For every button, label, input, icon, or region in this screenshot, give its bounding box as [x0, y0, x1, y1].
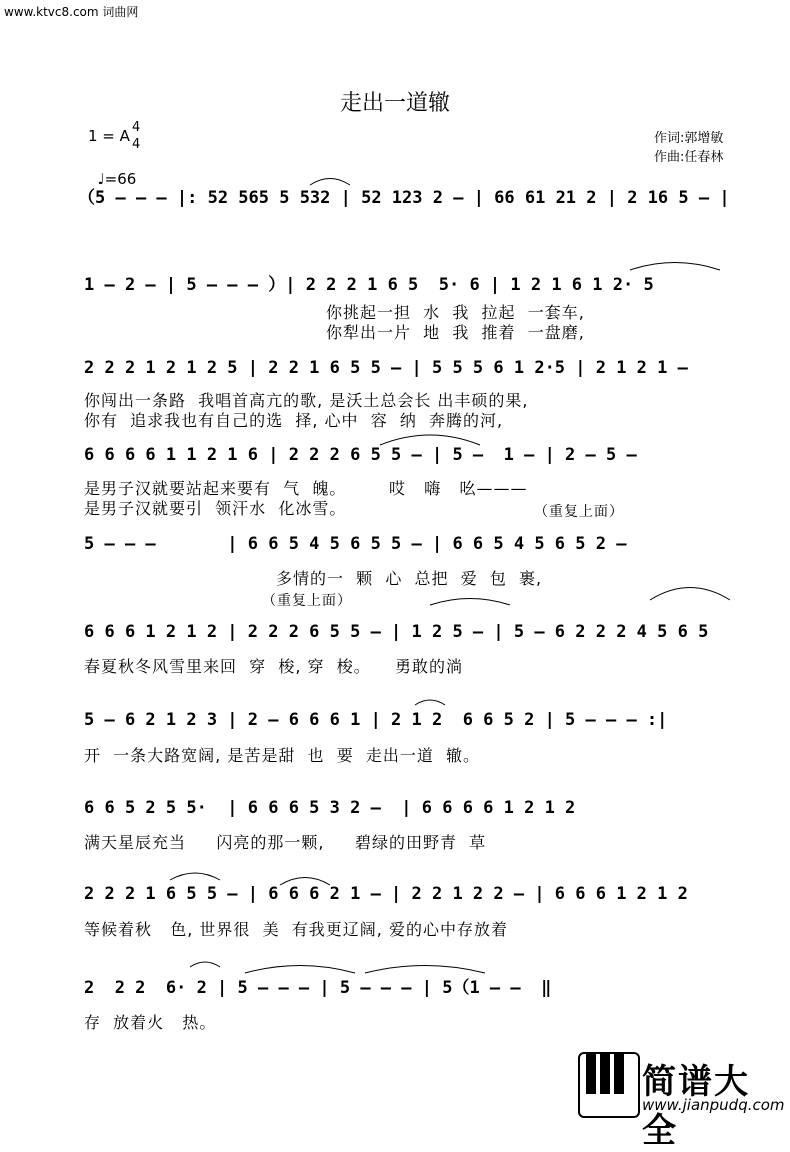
key-signature: 1 = A: [88, 127, 130, 145]
lyrics-line: 是男子汉就要引 领汗水 化冰雪。: [84, 499, 347, 518]
lyrics-line: 春夏秋冬风雪里来回 穿 梭, 穿 梭。 勇敢的淌: [84, 657, 464, 676]
lyrics-line: 存 放着火 热。: [84, 1013, 217, 1032]
logo-url: www.jianpudq.com: [642, 1096, 785, 1114]
time-signature-bottom: 4: [132, 137, 141, 152]
quarter-note-icon: ♩: [97, 170, 105, 188]
lyrics-line: 多情的一 颗 心 总把 爱 包 裹,: [276, 569, 543, 588]
repeat-note: （重复上面）: [262, 593, 352, 609]
notation-row: 2 2 2 6· 2 | 5 – – – | 5 – – – | 5（1 – – ‖: [84, 978, 552, 998]
lyrics-line: 开 一条大路宽阔, 是苦是甜 也 要 走出一道 辙。: [84, 746, 481, 765]
composer: 作曲:任春林: [654, 150, 724, 165]
lyrics-line: 是男子汉就要站起来要有 气 魄。 哎 嗨 吆———: [84, 479, 528, 498]
time-signature-top: 4: [132, 120, 141, 135]
piano-keys-icon: [578, 1052, 640, 1118]
notation-row: 1 – 2 – | 5 – – – ）| 2 2 2 1 6 5 5· 6 | 1 2 1 6 1 2· 5: [84, 275, 654, 295]
lyricist: 作词:郭增敏: [654, 131, 724, 146]
page-title: 走出一道辙: [339, 91, 450, 116]
notation-row: 2 2 2 1 6 5 5 – | 6 6 6 2 1 – | 2 2 1 2 2 – | 6 6 6 1 2 1 2: [84, 884, 688, 904]
notation-row: （5 – – – |: 52 565 5 532 | 52 123 2 – | 66 61 21 2 | 2 16 5 – |: [78, 188, 730, 208]
lyrics-line: 你犁出一片 地 我 推着 一盘磨,: [326, 323, 585, 342]
notation-row: 6 6 5 2 5 5· | 6 6 6 5 3 2 – | 6 6 6 6 1 2 1 2: [84, 798, 576, 818]
lyrics-line: 等候着秋 色, 世界很 美 有我更辽阔, 爱的心中存放着: [84, 920, 508, 939]
lyrics-line: 满天星辰充当 闪亮的那一颗, 碧绿的田野青 草: [84, 833, 487, 852]
watermark-url: www.ktvc8.com 词曲网: [4, 5, 139, 19]
repeat-note: （重复上面）: [534, 504, 624, 520]
notation-row: 6 6 6 1 2 1 2 | 2 2 2 6 5 5 – | 1 2 5 – | 5 – 6 2 2 2 4 5 6 5: [84, 622, 709, 642]
logo-text: 简谱大全: [642, 1062, 750, 1151]
lyrics-line: 你有 追求我也有自己的选 择, 心中 容 纳 奔腾的河,: [84, 411, 504, 430]
notation-row: 6 6 6 6 1 1 2 1 6 | 2 2 2 6 5 5 – | 5 – 1 – | 2 – 5 –: [84, 445, 637, 465]
notation-row: 2 2 2 1 2 1 2 5 | 2 2 1 6 5 5 – | 5 5 5 6 1 2·5 | 2 1 2 1 –: [84, 358, 688, 378]
lyrics-line: 你挑起一担 水 我 拉起 一套车,: [326, 303, 585, 322]
notation-row: 5 – 6 2 1 2 3 | 2 – 6 6 6 1 | 2 1 2 6 6 5 2 | 5 – – – :|: [84, 710, 668, 730]
tempo-value: =66: [104, 170, 137, 188]
notation-row: 5 – – – | 6 6 5 4 5 6 5 5 – | 6 6 5 4 5 6 5 2 –: [84, 534, 627, 554]
lyrics-line: 你闯出一条路 我唱首高亢的歌, 是沃土总会长 出丰硕的果,: [84, 391, 529, 410]
site-logo: [578, 1052, 785, 1151]
